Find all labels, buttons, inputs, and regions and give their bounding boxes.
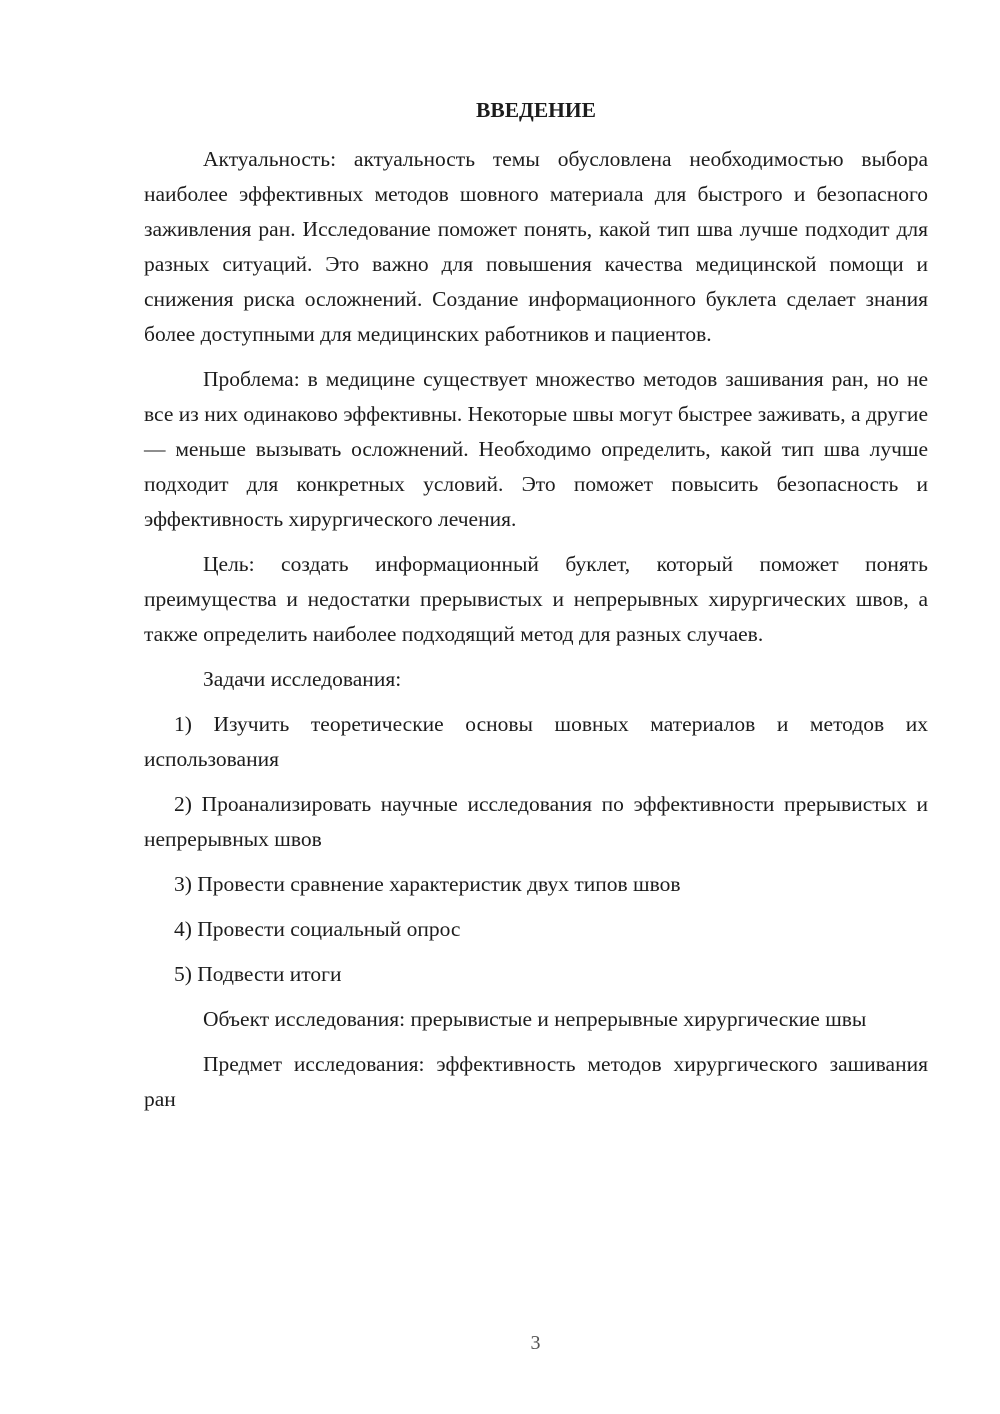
task-item: 4) Провести социальный опрос [174, 917, 461, 941]
task-item: 2) Проанализировать научные исследования по эффективности прерывистых и непрерывных швов [144, 792, 928, 851]
task-item: 1) Изучить теоретические основы шовных материалов и методов их использования [144, 712, 928, 771]
paragraph-object: Объект исследования: прерывистые и непрерывные хирургические швы [203, 1007, 867, 1031]
paragraph-goal: Цель: создать информационный буклет, который поможет понять преимущества и недостатки прерывистых и непрерывных хирургических швов, а также определить наиболее подходящий метод для разных случаев. [144, 552, 928, 646]
paragraph-problem: Проблема: в медицине существует множество методов зашивания ран, но не все из них одинаково эффективны. Некоторые швы могут быстрее заживать, а другие — меньше вызывать осложнений. Необходимо определить, какой тип шва лучше подходит для конкретных условий. Это поможет повысить безопасность и эффективность хирургического лечения. [144, 367, 928, 531]
paragraph-relevance: Актуальность: актуальность темы обусловлена необходимостью выбора наиболее эффективных методов шовного материала для быстрого и безопасного заживления ран. Исследование поможет понять, какой тип шва лучше подходит для разных ситуаций. Это важно для повышения качества медицинской помощи и снижения риска осложнений. Создание информационного буклета сделает знания более доступными для медицинских работников и пациентов. [144, 147, 928, 346]
paragraph-subject: Предмет исследования: эффективность методов хирургического зашивания ран [144, 1052, 928, 1111]
tasks-heading: Задачи исследования: [203, 667, 402, 691]
task-item: 5) Подвести итоги [174, 962, 342, 986]
section-heading: ВВЕДЕНИЕ [476, 98, 596, 122]
task-item: 3) Провести сравнение характеристик двух типов швов [174, 872, 681, 896]
body-text [144, 142, 928, 1127]
page-number: 3 [530, 1332, 541, 1354]
